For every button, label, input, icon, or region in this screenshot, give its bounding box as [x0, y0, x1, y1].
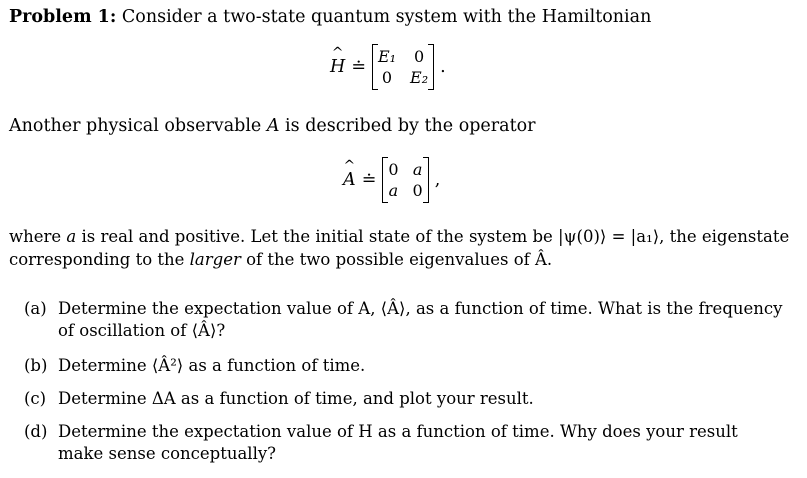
observable-var: A	[266, 116, 280, 136]
matrix-a-12: a	[412, 160, 423, 179]
conditions-line2-post: of the two possible eigenvalues of Â.	[240, 250, 553, 269]
hamiltonian-symbol: ^ H	[330, 57, 345, 77]
conditions-line2-pre: corresponding to the	[9, 250, 190, 269]
hamiltonian-equation	[330, 44, 446, 90]
operator-punct: ,	[434, 170, 441, 190]
part-d	[24, 421, 738, 465]
part-b-label: (b)	[24, 356, 48, 375]
conditions-line1-var: a	[66, 227, 77, 246]
operator-equation	[343, 157, 440, 203]
matrix-h-22: E₂	[410, 68, 429, 87]
conditions-line1-pre: where	[9, 227, 67, 246]
part-b	[24, 355, 365, 377]
conditions-line-2	[9, 249, 552, 271]
conditions-line2-em: larger	[189, 250, 241, 269]
part-c-line1: Determine ΔA as a function of time, and plot your result.	[58, 389, 534, 408]
part-a-line1: Determine the expectation value of A, ⟨Â⟩, as a function of time. What is the frequency	[58, 299, 783, 318]
part-d-line1: Determine the expectation value of H as a function of time. Why does your result	[58, 422, 738, 441]
hamiltonian-relation: ≐	[351, 57, 366, 77]
problem-label: Problem 1:	[9, 7, 117, 27]
hamiltonian-matrix	[372, 44, 434, 90]
hamiltonian-punct: .	[440, 57, 446, 77]
matrix-h-21: 0	[381, 68, 393, 87]
conditions-line-1	[9, 226, 789, 248]
part-d-line2: make sense conceptually?	[58, 444, 277, 463]
part-c-label: (c)	[24, 389, 47, 408]
matrix-a-22: 0	[412, 181, 423, 200]
problem-intro	[9, 6, 651, 28]
part-c	[24, 388, 534, 410]
operator-matrix	[382, 157, 428, 203]
operator-symbol: ^ A	[343, 170, 356, 190]
part-a-line2: of oscillation of ⟨Â⟩?	[58, 321, 226, 340]
conditions-line1-post: is real and positive. Let the initial state of the system be |ψ(0)⟩ = |a₁⟩, the eigenstate	[76, 227, 790, 246]
part-d-label: (d)	[24, 422, 48, 441]
matrix-a-11: 0	[388, 160, 399, 179]
operator-relation: ≐	[361, 170, 377, 190]
matrix-a-21: a	[388, 181, 399, 200]
part-a-label: (a)	[24, 299, 47, 318]
observable-post: is described by the operator	[279, 116, 536, 136]
problem-intro-text: Consider a two-state quantum system with the Hamiltonian	[121, 7, 652, 27]
part-a	[24, 298, 782, 342]
part-b-line1: Determine ⟨Â²⟩ as a function of time.	[58, 356, 366, 375]
observable-pre: Another physical observable	[9, 116, 267, 136]
matrix-h-11: E₁	[377, 47, 397, 66]
matrix-h-12: 0	[413, 47, 425, 66]
observable-description	[9, 115, 536, 137]
